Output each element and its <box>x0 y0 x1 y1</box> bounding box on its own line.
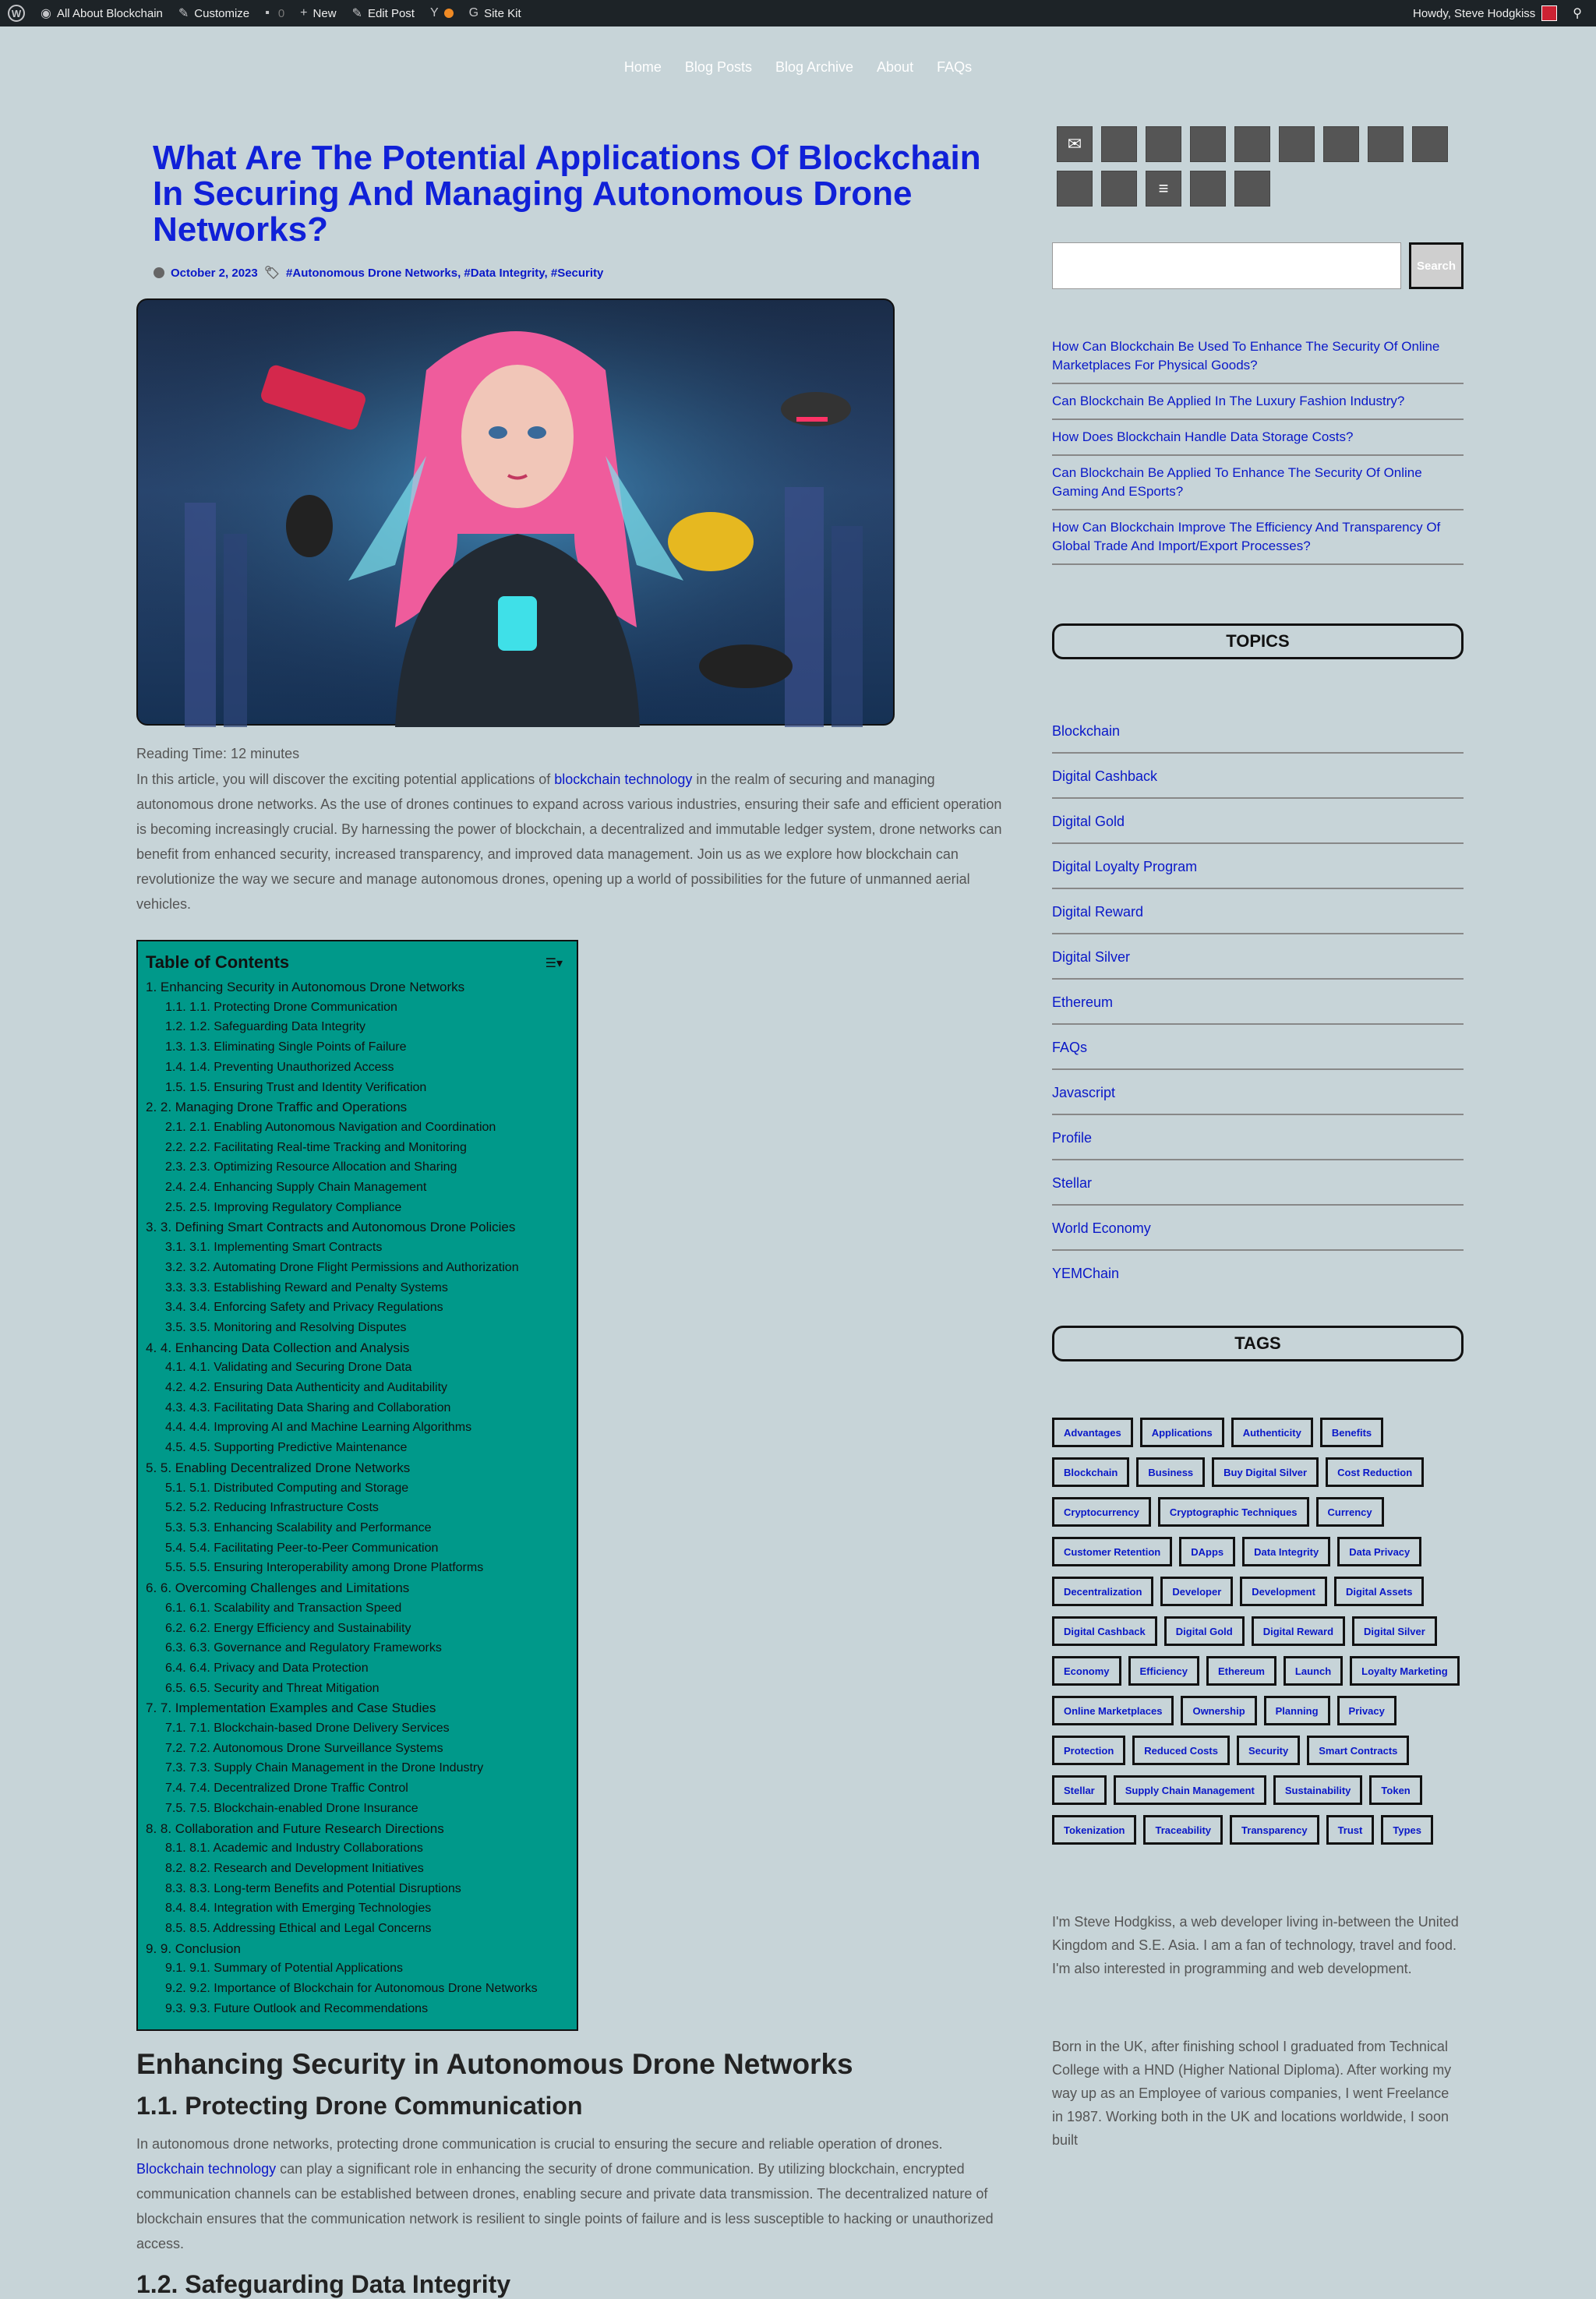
tag-link[interactable]: Blockchain <box>1052 1457 1129 1487</box>
toc-item[interactable]: 6.5. 6.5. Security and Threat Mitigation <box>165 1681 380 1695</box>
toc-item[interactable]: 8.3. 8.3. Long-term Benefits and Potential Disruptions <box>165 1881 461 1895</box>
edit-post-menu[interactable] <box>344 0 422 26</box>
recent-post-item <box>1052 456 1464 510</box>
recent-post-link[interactable]: Can Blockchain Be Applied To Enhance The Security Of Online Gaming And ESports? <box>1052 465 1422 499</box>
topic-link[interactable]: World Economy <box>1052 1220 1151 1236</box>
recent-post-item <box>1052 337 1464 384</box>
tag-cloud <box>1052 1418 1464 1845</box>
toc-item[interactable]: 1.1. 1.1. Protecting Drone Communication <box>165 1000 397 1014</box>
admin-bar <box>0 0 1596 26</box>
tag-link[interactable]: Decentralization <box>1052 1577 1153 1606</box>
toc-item[interactable]: 7. 7. Implementation Examples and Case Studies <box>146 1700 436 1716</box>
nav-faqs[interactable]: FAQs <box>937 59 973 75</box>
nav-home[interactable]: Home <box>623 59 662 75</box>
recent-post-link[interactable]: How Can Blockchain Improve The Efficiency And Transparency Of Global Trade And Import/Export Processes? <box>1052 520 1441 553</box>
featured-image <box>136 298 895 726</box>
topic-link[interactable]: Profile <box>1052 1130 1093 1146</box>
pencil-icon: ✎ <box>351 7 362 20</box>
tag-link[interactable]: Customer Retention <box>1052 1537 1172 1566</box>
tag-link[interactable]: Digital Cashback <box>1052 1616 1157 1646</box>
seo-status-dot <box>444 9 454 18</box>
topic-link[interactable]: Digital Gold <box>1052 814 1125 829</box>
toc-title: Table of Contents <box>146 952 290 972</box>
featured-illustration <box>138 300 896 727</box>
toc-item[interactable]: 5. 5. Enabling Decentralized Drone Networks <box>146 1460 411 1475</box>
tag-link[interactable]: Reduced Costs <box>1132 1736 1230 1765</box>
tag-link[interactable]: Economy <box>1052 1656 1121 1686</box>
tag-link[interactable]: Security <box>1237 1736 1300 1765</box>
recent-post-item <box>1052 510 1464 565</box>
toc-item[interactable]: 9.3. 9.3. Future Outlook and Recommendations <box>165 2001 429 2015</box>
topic-item <box>1052 814 1464 844</box>
tag-link[interactable]: Protection <box>1052 1736 1125 1765</box>
toc-item[interactable]: 6.2. 6.2. Energy Efficiency and Sustainability <box>165 1621 411 1635</box>
subsection-heading: 1.2. Safeguarding Data Integrity <box>136 2270 511 2298</box>
topic-link[interactable]: Digital Loyalty Program <box>1052 859 1198 874</box>
topic-link[interactable]: Digital Reward <box>1052 904 1144 920</box>
tag-link[interactable]: Supply Chain Management <box>1114 1775 1266 1805</box>
toc-item[interactable]: 8.5. 8.5. Addressing Ethical and Legal Concerns <box>165 1922 432 1936</box>
tag-link[interactable]: Ethereum <box>1206 1656 1276 1686</box>
toc-item[interactable]: 5.4. 5.4. Facilitating Peer-to-Peer Communication <box>165 1541 439 1555</box>
recent-posts-list <box>1052 337 1464 565</box>
nav-blog-archive[interactable]: Blog Archive <box>775 59 854 75</box>
toc-item[interactable]: 6.4. 6.4. Privacy and Data Protection <box>165 1661 369 1675</box>
toc-item[interactable]: 3. 3. Defining Smart Contracts and Autonomous Drone Policies <box>146 1220 516 1235</box>
topic-link[interactable]: FAQs <box>1052 1040 1088 1055</box>
share-button[interactable] <box>1412 126 1448 162</box>
topic-item <box>1052 768 1464 799</box>
toc-item[interactable]: 7.5. 7.5. Blockchain-enabled Drone Insurance <box>165 1801 418 1815</box>
comment-icon: ▪ <box>265 6 270 19</box>
menu-share-icon[interactable]: ≡ <box>1146 171 1181 207</box>
comments-count: 0 <box>277 6 285 20</box>
toc-item[interactable]: 2. 2. Managing Drone Traffic and Operations <box>146 1100 408 1115</box>
subsection-heading: 1.1. Protecting Drone Communication <box>136 2092 583 2120</box>
post-date[interactable]: October 2, 2023 <box>171 266 258 280</box>
email-share-icon[interactable]: ✉ <box>1057 126 1093 162</box>
toc-item[interactable]: 4.4. 4.4. Improving AI and Machine Learning Algorithms <box>165 1421 472 1435</box>
tags-widget-title: TAGS <box>1052 1326 1464 1361</box>
tag-link[interactable]: Developer <box>1160 1577 1233 1606</box>
clock-icon <box>154 267 164 278</box>
toc-item[interactable]: 8.1. 8.1. Academic and Industry Collaborations <box>165 1842 423 1856</box>
toc-item[interactable]: 1. Enhancing Security in Autonomous Drone Networks <box>146 980 465 994</box>
toc-item[interactable]: 6.3. 6.3. Governance and Regulatory Frameworks <box>165 1641 442 1655</box>
intro-text: In this article, you will discover the exciting potential applications of <box>136 772 555 787</box>
table-of-contents <box>136 940 578 2031</box>
toc-item[interactable]: 9. 9. Conclusion <box>146 1941 241 1956</box>
customize-menu[interactable] <box>171 0 257 26</box>
tag-link[interactable]: Authenticity <box>1231 1418 1313 1447</box>
tag-link[interactable]: Tokenization <box>1052 1815 1136 1845</box>
tag-link[interactable]: Data Privacy <box>1337 1537 1421 1566</box>
post-tag-link[interactable]: #Security <box>550 266 604 280</box>
wordpress-logo-menu[interactable] <box>0 0 33 26</box>
account-menu[interactable] <box>1405 0 1565 26</box>
share-button[interactable] <box>1279 126 1315 162</box>
topic-link[interactable]: Blockchain <box>1052 723 1121 739</box>
post-meta <box>154 265 1009 281</box>
topic-item <box>1052 723 1464 754</box>
tag-link[interactable]: Token <box>1369 1775 1421 1805</box>
topic-link[interactable]: YEMChain <box>1052 1266 1120 1281</box>
tag-link[interactable]: Cryptographic Techniques <box>1158 1497 1309 1527</box>
toc-item[interactable]: 3.1. 3.1. Implementing Smart Contracts <box>165 1241 383 1255</box>
toc-item[interactable]: 1.2. 1.2. Safeguarding Data Integrity <box>165 1020 366 1034</box>
plus-icon: + <box>300 6 308 19</box>
post-title: What Are The Potential Applications Of Blockchain In Securing And Managing Autonomous Drone Networks? <box>153 139 981 249</box>
toc-item[interactable]: 2.1. 2.1. Enabling Autonomous Navigation and Coordination <box>165 1120 496 1134</box>
intro-paragraph <box>136 767 1009 916</box>
toc-item[interactable]: 3.3. 3.3. Establishing Reward and Penalty Systems <box>165 1280 448 1294</box>
tag-link[interactable]: Applications <box>1140 1418 1224 1447</box>
post-tags: #Autonomous Drone Networks, #Data Integrity, #Security <box>286 266 604 280</box>
topics-widget-title: TOPICS <box>1052 623 1464 659</box>
toc-item[interactable]: 2.4. 2.4. Enhancing Supply Chain Management <box>165 1181 427 1195</box>
tag-link[interactable]: Traceability <box>1143 1815 1223 1845</box>
site-name-label: All About Blockchain <box>56 6 163 20</box>
topic-link[interactable]: Stellar <box>1052 1175 1093 1191</box>
tag-link[interactable]: Stellar <box>1052 1775 1107 1805</box>
recent-post-item <box>1052 384 1464 420</box>
toc-toggle-icon[interactable]: ☰▾ <box>545 957 563 970</box>
toc-item[interactable]: 7.1. 7.1. Blockchain-based Drone Delivery Services <box>165 1722 450 1736</box>
share-button[interactable] <box>1190 126 1226 162</box>
site-kit-label: Site Kit <box>484 6 521 20</box>
share-button[interactable] <box>1234 126 1270 162</box>
yoast-menu[interactable] <box>422 0 461 26</box>
toc-item[interactable]: 4.1. 4.1. Validating and Securing Drone Data <box>165 1361 412 1375</box>
tag-link[interactable]: Digital Assets <box>1334 1577 1425 1606</box>
toc-item[interactable]: 5.3. 5.3. Enhancing Scalability and Performance <box>165 1520 432 1534</box>
tag-link[interactable]: Efficiency <box>1128 1656 1199 1686</box>
toc-item[interactable]: 2.2. 2.2. Facilitating Real-time Tracking and Monitoring <box>165 1140 467 1154</box>
tag-link[interactable]: Cost Reduction <box>1326 1457 1424 1487</box>
tag-link[interactable]: Transparency <box>1230 1815 1319 1845</box>
author-bio-text: Born in the UK, after finishing school I graduated from Technical College with a HND (Higher National Diploma). After working my way up as an Employee of various companies, I went Freelance in 1987. Working both in the UK and locations worldwide, I soon built <box>1052 2039 1452 2148</box>
new-content-menu[interactable] <box>292 0 344 26</box>
tag-link[interactable]: Launch <box>1284 1656 1343 1686</box>
toc-item[interactable]: 9.2. 9.2. Importance of Blockchain for Autonomous Drone Networks <box>165 1982 538 1996</box>
share-button[interactable] <box>1368 126 1404 162</box>
avatar <box>1541 5 1557 21</box>
tag-link[interactable]: Cryptocurrency <box>1052 1497 1151 1527</box>
share-button[interactable] <box>1323 126 1359 162</box>
toc-item[interactable]: 4.5. 4.5. Supporting Predictive Maintenance <box>165 1441 408 1455</box>
site-name-menu[interactable] <box>33 0 171 26</box>
toc-item[interactable]: 8.2. 8.2. Research and Development Initiatives <box>165 1861 424 1875</box>
toc-item[interactable]: 8.4. 8.4. Integration with Emerging Technologies <box>165 1902 432 1916</box>
recent-post-link[interactable]: How Can Blockchain Be Used To Enhance The Security Of Online Marketplaces For Physical Goods? <box>1052 339 1440 373</box>
tag-link[interactable]: Currency <box>1316 1497 1384 1527</box>
topic-item <box>1052 904 1464 934</box>
tag-link[interactable]: Ownership <box>1181 1696 1256 1725</box>
search-input[interactable] <box>1052 242 1401 289</box>
recent-post-item <box>1052 420 1464 456</box>
paragraph-text: In autonomous drone networks, protecting drone communication is crucial to ensuring the secure and reliable operation of drones. <box>136 2136 943 2152</box>
post-tag-link[interactable]: #Data Integrity <box>464 266 545 280</box>
tag-link[interactable]: Digital Reward <box>1252 1616 1345 1646</box>
topic-item <box>1052 1175 1464 1206</box>
tag-link[interactable]: Business <box>1136 1457 1205 1487</box>
toc-item[interactable]: 3.4. 3.4. Enforcing Safety and Privacy Regulations <box>165 1301 443 1315</box>
toc-item[interactable]: 7.3. 7.3. Supply Chain Management in the Drone Industry <box>165 1761 484 1775</box>
customize-label: Customize <box>194 6 250 20</box>
tag-link[interactable]: Smart Contracts <box>1307 1736 1409 1765</box>
toc-item[interactable]: 2.3. 2.3. Optimizing Resource Allocation and Sharing <box>165 1160 457 1174</box>
topic-item <box>1052 1085 1464 1115</box>
share-buttons-row <box>1057 126 1464 162</box>
sidebar <box>1052 126 1464 2152</box>
toc-item[interactable]: 4. 4. Enhancing Data Collection and Analysis <box>146 1340 410 1355</box>
tag-link[interactable]: Digital Gold <box>1164 1616 1245 1646</box>
toc-item[interactable]: 5.2. 5.2. Reducing Infrastructure Costs <box>165 1501 379 1515</box>
main-content <box>136 140 1009 2299</box>
share-buttons-row <box>1057 171 1464 207</box>
howdy-label: Howdy, Steve Hodgkiss <box>1412 6 1536 20</box>
nav-blog-posts[interactable]: Blog Posts <box>684 59 752 75</box>
toc-item[interactable]: 5.5. 5.5. Ensuring Interoperability among Drone Platforms <box>165 1561 484 1575</box>
comments-menu[interactable] <box>257 0 292 26</box>
toc-item[interactable]: 6. 6. Overcoming Challenges and Limitations <box>146 1580 410 1596</box>
search-widget <box>1052 242 1464 289</box>
tag-link[interactable]: Trust <box>1326 1815 1375 1845</box>
tag-link[interactable]: Planning <box>1264 1696 1330 1725</box>
toc-item[interactable]: 6.1. 6.1. Scalability and Transaction Speed <box>165 1601 402 1615</box>
toc-item[interactable]: 4.3. 4.3. Facilitating Data Sharing and Collaboration <box>165 1400 451 1414</box>
topic-link[interactable]: Digital Cashback <box>1052 768 1158 784</box>
tag-link[interactable]: Advantages <box>1052 1418 1133 1447</box>
share-button[interactable] <box>1234 171 1270 207</box>
blockchain-technology-link[interactable]: Blockchain technology <box>136 2161 277 2177</box>
tag-link[interactable]: Online Marketplaces <box>1052 1696 1174 1725</box>
primary-nav <box>0 59 1596 76</box>
topic-item <box>1052 1130 1464 1160</box>
toc-item[interactable]: 1.4. 1.4. Preventing Unauthorized Access <box>165 1060 394 1074</box>
toc-item[interactable]: 9.1. 9.1. Summary of Potential Applications <box>165 1962 404 1976</box>
post-tag-link[interactable]: #Autonomous Drone Networks <box>286 266 458 280</box>
share-button[interactable] <box>1057 171 1093 207</box>
toc-item[interactable]: 1.5. 1.5. Ensuring Trust and Identity Verification <box>165 1080 427 1094</box>
blockchain-technology-link[interactable]: blockchain technology <box>554 772 693 787</box>
recent-post-link[interactable]: How Does Blockchain Handle Data Storage Costs? <box>1052 429 1354 444</box>
nav-about[interactable]: About <box>877 59 914 75</box>
toc-list <box>146 977 569 2019</box>
about-author-text: I'm Steve Hodgkiss, a web developer living in-between the United Kingdom and S.E. Asia. I am a fan of technology, travel and food. I'm also interested in programming and web development. <box>1052 1914 1459 1976</box>
paintbrush-icon: ✎ <box>178 7 189 20</box>
reading-time: Reading Time: 12 minutes <box>136 746 300 761</box>
section-heading: Enhancing Security in Autonomous Drone Networks <box>136 2048 853 2080</box>
toc-item[interactable]: 5.1. 5.1. Distributed Computing and Storage <box>165 1481 409 1495</box>
toc-item[interactable]: 8. 8. Collaboration and Future Research Directions <box>146 1820 444 1836</box>
search-icon: ⚲ <box>1573 7 1582 20</box>
tag-link[interactable]: Digital Silver <box>1352 1616 1437 1646</box>
tag-link[interactable]: Benefits <box>1320 1418 1383 1447</box>
section-paragraph <box>136 2131 1009 2256</box>
search-button[interactable]: Search <box>1409 242 1464 289</box>
toc-item[interactable]: 2.5. 2.5. Improving Regulatory Compliance <box>165 1200 402 1214</box>
topic-item <box>1052 1266 1464 1294</box>
dashboard-icon: ◉ <box>41 7 51 20</box>
topic-item <box>1052 949 1464 980</box>
google-icon: G <box>468 6 479 19</box>
topic-item <box>1052 1040 1464 1070</box>
topics-list <box>1052 723 1464 1294</box>
toc-item[interactable]: 7.4. 7.4. Decentralized Drone Traffic Control <box>165 1782 408 1796</box>
tag-link[interactable]: Data Integrity <box>1242 1537 1330 1566</box>
tag-link[interactable]: Sustainability <box>1273 1775 1363 1805</box>
toc-item[interactable]: 3.5. 3.5. Monitoring and Resolving Disputes <box>165 1320 407 1334</box>
edit-post-label: Edit Post <box>367 6 415 20</box>
admin-search[interactable] <box>1565 0 1590 26</box>
tag-link[interactable]: Privacy <box>1337 1696 1396 1725</box>
toc-item[interactable]: 4.2. 4.2. Ensuring Data Authenticity and Auditability <box>165 1381 448 1395</box>
tag-link[interactable]: Buy Digital Silver <box>1212 1457 1319 1487</box>
tag-link[interactable]: Types <box>1381 1815 1433 1845</box>
toc-item[interactable]: 7.2. 7.2. Autonomous Drone Surveillance Systems <box>165 1741 443 1755</box>
yoast-icon: Y <box>429 6 439 19</box>
tag-icon: 🏷 <box>263 267 281 280</box>
topic-item <box>1052 1220 1464 1251</box>
topic-link[interactable]: Digital Silver <box>1052 949 1131 965</box>
paragraph-text-continued: can play a significant role in enhancing the security of drone communication. By utilizing blockchain, encrypted communication channels can be established between drones, enabling secure and private data transmission. The decentralized nature of blockchain ensures that the communication network is resilient to single points of failure and is less susceptible to hacking or unauthorized access. <box>136 2161 994 2251</box>
tag-link[interactable]: Development <box>1240 1577 1327 1606</box>
toc-item[interactable]: 1.3. 1.3. Eliminating Single Points of Failure <box>165 1040 407 1054</box>
site-kit-menu[interactable] <box>461 0 529 26</box>
new-label: New <box>312 6 337 20</box>
share-button[interactable] <box>1146 126 1181 162</box>
share-button[interactable] <box>1101 126 1137 162</box>
wordpress-icon: W <box>8 5 25 22</box>
topic-link[interactable]: Javascript <box>1052 1085 1116 1100</box>
tag-link[interactable]: Loyalty Marketing <box>1350 1656 1460 1686</box>
topic-link[interactable]: Ethereum <box>1052 994 1114 1010</box>
topic-item <box>1052 859 1464 889</box>
intro-text-continued: in the realm of securing and managing autonomous drone networks. As the use of drones continues to expand across various industries, ensuring their safe and efficient operation is becoming increasingly crucial. By harnessing the power of blockchain, a decentralized and immutable ledger system, drone networks can benefit from enhanced security, increased transparency, and improved data management. Join us as we explore how blockchain can revolutionize the way we secure and manage autonomous drones, opening up a world of possibilities for the future of unmanned aerial vehicles. <box>136 772 1002 912</box>
recent-post-link[interactable]: Can Blockchain Be Applied In The Luxury Fashion Industry? <box>1052 394 1405 408</box>
share-button[interactable] <box>1190 171 1226 207</box>
toc-item[interactable]: 3.2. 3.2. Automating Drone Flight Permissions and Authorization <box>165 1260 519 1274</box>
share-button[interactable] <box>1101 171 1137 207</box>
tag-link[interactable]: DApps <box>1179 1537 1235 1566</box>
topic-item <box>1052 994 1464 1025</box>
